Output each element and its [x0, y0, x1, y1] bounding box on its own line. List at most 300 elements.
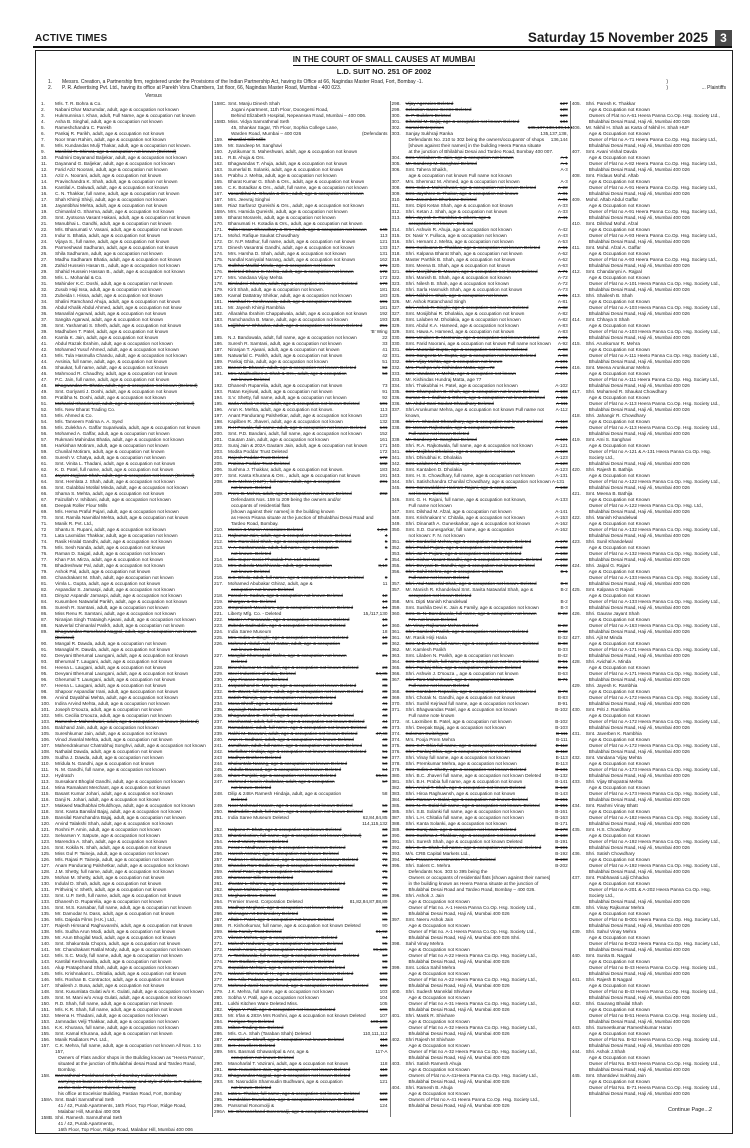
item-text: Smt. Firdaus Mohd. Aftab	[585, 173, 639, 179]
flat-number: 33	[382, 341, 388, 347]
item-text: Raman D. Saigal, adult, age & occupation not known	[55, 551, 165, 557]
item-number: 158A.	[41, 1097, 54, 1103]
item-number: 385.	[391, 803, 401, 809]
item-number: 253.	[214, 833, 224, 839]
item-number: 173.	[214, 245, 224, 251]
item-number: 198.	[214, 419, 224, 425]
item-number: 352.	[391, 545, 401, 551]
item-text: carrying on business in the firm, name and style of M/s. S.P. Builders,	[58, 1079, 202, 1085]
item-number: 276.	[214, 971, 224, 977]
item-number: 258.	[214, 863, 224, 869]
item-number: 180.	[214, 293, 224, 299]
item-text: C.K. Mehra, full name, adult, age & occupation not known All Nos. 1 to 157,	[55, 1043, 201, 1055]
item-text: Shri. Vijay Mehta, age & occupation not known	[405, 359, 503, 365]
item-number: 105.	[41, 731, 51, 737]
item-text: Miss Gul P. Taineja, adult, age & occupation not known	[55, 851, 169, 857]
item-text: Shri. Sahul Vinay Mehra	[585, 929, 637, 935]
item-number: 351.	[391, 539, 401, 545]
item-number: 124.	[41, 845, 51, 851]
item-text: J.K. Mehra, full name, age & occupation not known	[228, 989, 334, 995]
item-text: Smt. Kokila N. Shah, adult, age & occupation not known	[55, 845, 172, 851]
item-text: Owner of Flat no A-22 Heera Panna Co.Op. Hsg. Society Ltd.,	[408, 953, 538, 959]
item-text: Shri. Sardarilal Mehra, age & occupation not known. Deleted	[405, 539, 532, 545]
item-text: Age & Occupation not Known	[588, 1031, 650, 1037]
item-number: 93.	[41, 659, 48, 665]
item-text: Age & Occupation not Known	[588, 443, 650, 449]
item-text: Mrs. Zubeda Machhiwala, adult, age & occupation	[228, 563, 332, 569]
item-text: Age & Occupation not Known	[588, 761, 650, 767]
item-text: Shri. S.B. Solanki full name, age & occupation not known	[405, 809, 524, 815]
flat-number: A-33	[557, 203, 568, 209]
item-number: 139.	[41, 935, 51, 941]
item-number: 201.	[214, 437, 224, 443]
item-text: Rameshchandra C. Parekh	[55, 125, 112, 131]
item-text: India Saree Museum Deleted	[228, 815, 289, 821]
item-text: Shri. Nikhil H. Shah, age & occupation not known	[405, 293, 508, 299]
item-text: M/s. Sudha Arun Modi, adult, age & occupation not known	[55, 929, 176, 935]
item-number: 67.	[41, 497, 48, 503]
item-text: Smt. Abdul K.A. Hameed, age & occupation not known	[405, 323, 519, 329]
item-number: 168.	[214, 203, 224, 209]
item-text: Bhagwandas R. Bhatia, adult, age & occupation not known (Deleted)	[55, 383, 198, 389]
flat-number: A-121	[555, 425, 568, 431]
item-number: 376.	[391, 749, 401, 755]
item-number: 118.	[41, 809, 50, 815]
item-number: 217.	[214, 581, 224, 587]
item-text: Master A Pansawala, age & occupation not known Deleted	[228, 617, 350, 623]
item-number: 339.	[391, 437, 401, 443]
flat-number: B-22	[557, 623, 568, 629]
item-text: Mr. Kishindas Hundraj Matta, age 77	[405, 377, 482, 383]
item-text: Owner of Flat no A-71 Heera Panna Co.Op. Hsg. Society Ltd.,	[588, 137, 718, 143]
item-number: 318.	[391, 251, 401, 257]
item-text: Bhanumati H. Kotadia & Ors., adult, age & occupation not known	[228, 221, 363, 227]
item-number: 205.	[214, 461, 224, 467]
item-number: 248.	[214, 791, 224, 797]
flat-number: A-72	[557, 281, 568, 287]
item-text: Bhulabhai Desai Road, Haji Ali, Mumbai 400 026	[588, 509, 690, 515]
flat-number: A-1	[560, 161, 568, 167]
plaintiffs-block	[48, 79, 726, 92]
item-number: 349.	[391, 521, 401, 527]
flat-number: A-31	[557, 191, 568, 197]
item-text: Owner of Flat no B-51 Heera Panna Co.Op. Hsg. Society Ltd.,	[588, 1013, 718, 1019]
item-text: Dhanesh D. Ruparelia, age & occupation not known	[55, 899, 163, 905]
item-number: 263.	[214, 893, 224, 899]
item-number: 140.	[41, 941, 51, 947]
item-text: Mrs. Jeevraj Singhvi	[228, 197, 271, 203]
item-text: Alup Pratapchand Shah, adult, age & occupation not known	[55, 965, 179, 971]
item-number: 63.	[41, 473, 48, 479]
item-number: 110.	[41, 761, 50, 767]
item-text: Mahendrakumar Chatrabhuj Songhvi, adult, age & occupation not known	[55, 743, 206, 749]
item-number: 84.	[41, 599, 48, 605]
item-text: Pravinchandra K. Shah, adult, age & occupation not known	[55, 179, 178, 185]
item-text: Smt. Jayshree S. Thakor, age & occupation not known	[405, 191, 519, 197]
item-text: Shamasoor Silk Stores Deleted	[228, 875, 294, 881]
flat-number: 183	[379, 293, 388, 299]
item-text: Smt. Lilaben N. Parikh, age & occupation not known	[405, 653, 514, 659]
item-number: 246.	[214, 773, 224, 779]
flat-number: 134	[559, 119, 568, 125]
item-number: 271.	[214, 941, 224, 947]
item-text: Shri. Bhagwandas Patel, age & occupation not known	[405, 707, 518, 713]
item-text: Shyam Mahtani, age & occupation not known Deleted	[228, 887, 340, 893]
item-number: 344.	[391, 479, 401, 485]
item-text: Shri. Jayesh K. Rambhia & others, age &	[405, 215, 491, 221]
item-text: Age & Occupation not Known	[588, 497, 650, 503]
item-text: Age & Occupation not Known	[588, 665, 650, 671]
item-number: 252.	[214, 827, 224, 833]
item-number: 162.	[214, 161, 224, 167]
item-number: 329.	[391, 329, 401, 335]
item-number: 158B.	[41, 1115, 54, 1121]
flat-number: 11	[382, 581, 388, 587]
item-text: Mr. Abdul Gani Saukat Chaudhary Deleted	[405, 401, 494, 407]
plaintiff-line: 2. P. R. Advertising Pvt. Ltd., having its office at Parekh Vora Chambers, 1st floor, 66, Nagindas Master Road, Mumbai - 400 023. )	[48, 85, 668, 92]
item-number: 186.	[214, 341, 224, 347]
item-text: not known Deleted	[231, 569, 270, 575]
item-number: 307.	[391, 179, 401, 185]
item-text: Abdulla Dawood, age & occupation not known Deleted	[228, 767, 342, 773]
flat-number: 85	[382, 911, 388, 917]
flat-number: A-43	[557, 233, 568, 239]
item-text: Mohamed Yusuf Ahmed, adult, age & occupation not known	[55, 347, 179, 353]
item-text: Shri. Avichal A. Minda	[585, 659, 631, 665]
flat-number: 39	[382, 689, 388, 695]
item-number: 395.	[391, 863, 401, 869]
item-text: Shri. Rajesh B. Bathija	[585, 467, 633, 473]
flat-number: B-163	[555, 815, 568, 821]
item-text: Pratibha N. Doshi, adult, age & occupation not known	[55, 395, 167, 401]
item-text: Bhulabhai Desai Road, Haji Ali, Mumbai 400 026	[588, 263, 690, 269]
item-number: 445.	[571, 1073, 581, 1079]
item-text: S.E. Zavot, full name, adult, age & occupation not known Deleted	[228, 689, 364, 695]
item-number: 388.	[391, 821, 401, 827]
item-number: 421.	[571, 491, 581, 497]
item-text: Smt. Goriyanti J. Doshi, adult, age & occupation not known	[55, 389, 178, 395]
item-text: Prem G. Mehra, adult, age & occupation not known Deleted	[228, 491, 352, 497]
item-text: Smt. S.P. Ghia full name, age & occupation not known. Deleted	[405, 743, 537, 749]
item-number: 243	[214, 755, 222, 761]
item-text: Ashraf Patel, age & occupation not known Deleted	[228, 869, 333, 875]
flat-number: 118	[380, 1061, 388, 1067]
item-text: Marendra A. Shah, adult, age & occupation not known	[55, 839, 168, 845]
item-number: 354.	[391, 557, 401, 563]
flat-number: 'B' Wing	[370, 329, 388, 335]
item-text: Bhulabhai Desai Road, Haji Ali, Mumbai 400 026	[588, 845, 690, 851]
flat-number: 72	[382, 857, 388, 863]
item-number: 430.	[571, 707, 581, 713]
item-text: Zusub Haji Issa, adult, age & occupation not known	[55, 287, 162, 293]
flat-number: 43	[382, 713, 388, 719]
item-text: Mohamed A. Gaffar, adult, age & occupation not known	[55, 431, 170, 437]
item-number: 197.	[214, 413, 224, 419]
item-text: Smt. G. N. Baredawala, full name, age & occupation not known	[405, 611, 537, 617]
flat-number: B-171	[555, 821, 568, 827]
item-number: 231.	[214, 683, 224, 689]
item-number: 65.	[41, 485, 48, 491]
item-number	[41, 1127, 55, 1133]
item-number: 26.	[41, 251, 48, 257]
item-number: 353.	[391, 551, 401, 557]
item-text: Morchantal, adult, full name, age & occupation not known Deleted	[228, 719, 365, 725]
flat-number: B-32	[557, 635, 568, 641]
item-text: Manubhai L. Gandhi, adult, age & occupation not known	[55, 221, 172, 227]
item-text: Bhulabhai Desai Road, Haji Ali, Mumbai 400 026	[588, 971, 690, 977]
item-number: 223.	[214, 623, 224, 629]
flat-number: 92	[382, 395, 388, 401]
item-text: Shri. Vinay full name, age & occupation not known	[405, 755, 510, 761]
item-number: 342.	[391, 467, 401, 473]
item-text: Age & Occupation not Known	[588, 737, 650, 743]
item-number: 311.	[391, 203, 401, 209]
item-text: M/s. Bhanumati V. Vasani, adult, age & occupation not known	[55, 227, 183, 233]
item-number: 357.	[391, 587, 401, 593]
item-text: Smt. U.P. Seth, full name, adult, age & occupation not known	[55, 893, 182, 899]
item-text: Owners of Flat no A-41 Heera Panna Co.Op. Hsg. Society Ltd.,	[408, 1097, 540, 1103]
item-number: 229.	[214, 671, 224, 677]
item-number: 347.	[391, 509, 401, 515]
item-number: 99.	[41, 695, 48, 701]
item-text: Kalpono P. Bhatt, age & occupation not known Deleted	[228, 827, 342, 833]
item-text: M/s. Cecilia D'souza, adult, age & occupation not known	[55, 713, 172, 719]
item-number: 165.	[214, 179, 224, 185]
flat-number: A-83	[557, 329, 568, 335]
item-text: Smt. Sunita B. Nagpal	[585, 953, 632, 959]
item-number	[572, 887, 586, 899]
item-text: Mr. Nasruddin Shamsudin Budhwani, age & occupation	[228, 1079, 343, 1085]
item-text: M/s. Tula Hasmulla Chandu, adult, age & occupation not known	[55, 353, 187, 359]
item-text: Smt. Priti J. Rambhia	[585, 707, 630, 713]
item-number: 62.	[41, 467, 48, 473]
flat-number: A-123	[555, 455, 568, 461]
item-number: 232.	[214, 689, 224, 695]
item-number: 47.	[41, 377, 48, 383]
item-number: 331.	[391, 347, 401, 353]
item-text: Mohmed Jamil Noormohmed, age & occupation not known. Deleted	[228, 983, 369, 989]
item-text: Smt. Rashmi Vinay Bhatt	[585, 803, 638, 809]
item-text: Age & Occupation not Known	[588, 155, 650, 161]
versus-label: Versus	[145, 93, 162, 100]
item-number: 21.	[41, 221, 48, 227]
flat-number: 101	[379, 401, 388, 407]
flat-number: B-111	[555, 731, 568, 737]
flat-number: A-62	[557, 251, 568, 257]
flat-number: 23	[382, 665, 388, 671]
flat-number: 106	[379, 1007, 388, 1013]
suit-number: L.D. SUIT NO. 251 OF 2002	[336, 67, 432, 76]
item-number: 330.	[391, 335, 401, 341]
item-number: 375.	[391, 743, 401, 749]
item-text: Shri. Murarilal Gupta, age & occupation not known Deleted	[405, 347, 528, 353]
item-number: 190.	[214, 365, 224, 371]
flat-number: 54	[382, 767, 388, 773]
item-number: 296.	[214, 1103, 224, 1109]
item-number: 288.	[214, 1043, 224, 1049]
item-number: 11.	[41, 161, 48, 167]
flat-number: 42	[382, 707, 388, 713]
item-text: Bhulabhai Desai Road, Haji Ali, Mumbai 400 026	[588, 629, 690, 635]
item-text: Parmeshwari Sadhuran, adult, age & occupation not known	[55, 245, 179, 251]
item-text: occupation not known Deleted	[408, 593, 472, 599]
item-number: 64.	[41, 479, 48, 485]
item-text: Anant Pandurang Palshetkar, adult, age & occupation not known	[228, 413, 362, 419]
flat-number: 52	[382, 365, 388, 371]
item-text: Liberty Mfg. Co. - Deleted	[228, 611, 282, 617]
item-number: 320.	[391, 263, 401, 269]
item-number: 287.	[214, 1037, 224, 1043]
flat-number: 113	[380, 1037, 388, 1043]
item-text: Owner of Flat no A-133 Heera Panna Co.Op. Hsg. Society Ltd.,	[588, 575, 721, 581]
item-number: 136.	[41, 917, 51, 923]
item-text: Bhulabhai Desai Road, Haji Ali, Mumbai 400 026	[588, 869, 690, 875]
item-number: 31.	[41, 281, 48, 287]
item-text: Smt. Yashamati S. Sheth, adult, age & occupation not known	[55, 323, 182, 329]
item-text: M/s. Kundandas Mulji Thakar, adult, age & occupation not known.	[55, 143, 191, 149]
item-text: Bhargav & Co. Deleted	[228, 599, 276, 605]
flat-number: A-121	[555, 443, 568, 449]
item-text: Shri. Jai P. Pujara, age & occupation not known Deleted	[405, 551, 522, 557]
item-text: Sunsakant Bhoglal Gandhi, adult, age & occupation not known	[55, 779, 185, 785]
item-text: Mr. Rasik Hirji Haria	[405, 635, 447, 641]
item-text: Shri. Satish Ramesh Ahuja	[405, 1061, 462, 1067]
item-number: 426.	[571, 611, 581, 617]
flat-number: B-113	[555, 761, 568, 767]
item-number: 155.	[41, 1031, 51, 1037]
item-text: Mrs. Dipti Manish Khandelwal	[405, 599, 468, 605]
flat-number: 172	[379, 455, 388, 461]
item-number: 35.	[41, 305, 48, 311]
flat-number: 172	[379, 269, 388, 275]
item-text: Owner of Flat No. B-52 Heera Panna Co.Op. Hsg. Society Ltd.,	[588, 1037, 720, 1043]
item-number: 89.	[41, 629, 48, 635]
item-text: Mr. Sandeep M. Sanghavi Deleted	[405, 161, 477, 167]
item-text: Dinesh Vasantrai Gandhi, adult, age & occupation not known	[228, 245, 355, 251]
flat-number: 123	[379, 1097, 388, 1103]
item-text: Owner of Flat no A-121 & A-131 Heera Panna Co.Op. Hsg. Society Ltd.,	[588, 449, 711, 461]
item-text: Smt. Champaben B. Shah, age & occupation not known Deleted	[405, 389, 539, 395]
flat-number: 57	[382, 779, 388, 785]
item-number: 238.	[214, 725, 224, 731]
item-text: Mahinder K.C. Doshi, adult, age & occupation not known	[55, 281, 173, 287]
item-text: Smt. Jyotsona Vasant Hakani, adult, age & occupation not known	[55, 215, 191, 221]
item-text: Mrs. Jasumben Bhurbane Deleted	[405, 197, 477, 203]
item-text: Bhulabhai Desai Road, Haji Ali, Mumbai 400 026	[588, 749, 690, 755]
flat-number: 133	[379, 245, 388, 251]
item-text: Bhulabhai Desai Road, Haji Ali, Mumbai 400 026	[588, 923, 690, 929]
flat-number: 45	[382, 725, 388, 731]
item-number: 38.	[41, 323, 48, 329]
item-number: 178.	[214, 281, 224, 287]
item-text: Smt. Lotica Sahil Mehra	[405, 965, 456, 971]
item-text: Shri. Satish Chowdhary	[585, 851, 635, 857]
item-number: 379.	[391, 767, 401, 773]
item-text: Rakhi M. Daswani, adult, age & occupation not known Deleted	[228, 731, 358, 737]
item-text: Bhulabhai Desai Road, Haji Ali, Mumbai 400 026	[588, 605, 690, 611]
item-number: 436.	[571, 851, 581, 857]
item-text: Behind Elizabeth Hospital, Nepeansea Road, Mumbai – 400 006.	[231, 113, 367, 119]
item-text: Shri. Rajesh B Nagpal	[585, 977, 632, 983]
item-text: Shaukat, full name, adult, age & occupation not known	[55, 365, 169, 371]
item-number: 279.	[214, 989, 224, 995]
flat-number: 18	[382, 629, 388, 635]
item-text: Rukmani Mahindas Bhatia, adult, age & occupation not known	[55, 437, 184, 443]
item-text: Mangilal Khomogolal Bafno, age & occupation not known	[228, 653, 347, 659]
item-text: Perrigee Toys Deleted	[228, 1019, 275, 1025]
item-text: Shri. Tara Maheshwari, age & occupation not known	[405, 677, 514, 683]
item-text: Bhulabhai Desai Road, Haji Ali, Mumbai 400 026	[408, 1007, 510, 1013]
item-text: Danji N. Johari, adult, age & occupation not known	[55, 797, 161, 803]
item-text: B.K. Jewellers Deleted	[228, 1043, 276, 1049]
item-number: 411.	[571, 245, 581, 251]
item-text: Bhulabhai Desai Road, Haji Ali, Mumbai 400 026	[408, 1103, 510, 1109]
item-number: 45.	[41, 365, 48, 371]
item-text: Suraj Jain & 202A Gautam Jain, adult, age & occupation not known	[228, 443, 368, 449]
item-number: 97.	[41, 683, 48, 689]
item-text: Miss. Vidya Samrathmal Seth	[228, 119, 290, 125]
item-text: Owners of Flat no A-41Heera Panna Co.Op. Hsg. Society Ltd.,	[408, 1073, 539, 1079]
item-number: 368.	[391, 689, 401, 695]
item-number: 191.	[214, 371, 224, 377]
item-text: Shri. Kalpana Bharat Shah, age & occupation not known	[405, 251, 523, 257]
item-number: 123.	[41, 839, 51, 845]
flat-number: A-111	[555, 395, 568, 401]
item-text: Anam Pandurang Palshetkar, adult, age & occupation not known	[55, 863, 189, 869]
flat-number: A-172	[555, 539, 568, 545]
item-text: Shri. Mojibhai Dholakia, age & occupation not known	[405, 449, 515, 455]
item-number: 268.	[214, 923, 224, 929]
item-number: 278.	[214, 983, 224, 989]
item-text: Owner of Flat no A-182 Heera Panna Co.Op. Hsg. Society Ltd.,	[588, 815, 721, 821]
flat-number: 152	[379, 431, 388, 437]
item-number: 77.	[41, 557, 48, 563]
item-text: Jamnadas Velji Thakkar, adult, age & occupation not known	[55, 1019, 179, 1025]
item-text: Age & Occupation not Known	[588, 347, 650, 353]
flat-number: 78	[382, 881, 388, 887]
item-text: Bhulabhai Desai Road, Haji Ali, Mumbai 400 026	[588, 215, 690, 221]
item-number: 350.	[391, 527, 401, 533]
item-number: 286.	[214, 1031, 224, 1037]
item-number: 442.	[571, 1001, 581, 1007]
item-number: 374.	[391, 737, 401, 743]
item-text: Premier Invest. Corporation Deleted	[228, 899, 303, 905]
item-number: 355.	[391, 563, 401, 569]
flat-number: 141	[379, 425, 388, 431]
item-text: Vikram Mehra, age & occupation not known. Deleted	[228, 935, 338, 941]
item-text: Bhadreshwar Pal, adult, age & occupation not known	[55, 563, 165, 569]
item-text: M/s. Tanseem Fatima A. A. Syed	[55, 419, 123, 425]
flat-number: 192	[379, 311, 388, 317]
item-number: 338.	[391, 425, 401, 431]
item-text: Bhagwandas D. Shroff, age & occupation not known Deleted	[228, 713, 354, 719]
flat-number: 183	[379, 467, 388, 473]
item-number: 20.	[41, 215, 48, 221]
item-text: Mohanlal Khandelwal, adult, age & occupation not known (Deleted)	[55, 401, 195, 407]
item-text: Shri. Devyani D. Gandhi, age & occupation not known Deleted	[405, 563, 535, 569]
item-text: Shri. Ashok J. Jain	[405, 893, 445, 899]
item-text: Smt. Laluben M. Dholakia, age & occupation not known	[405, 317, 521, 323]
item-number: 210.	[214, 527, 224, 533]
item-text: Owner of Flat no A-31 Heera Panna Co.Op. Hsg. Society Ltd.,	[408, 1001, 538, 1007]
flat-number: 63	[382, 827, 388, 833]
item-number: 220.	[214, 605, 224, 611]
item-text: Age & Occupation not Known	[588, 419, 650, 425]
item-number	[572, 1091, 586, 1097]
item-number: 427.	[571, 635, 581, 641]
item-text: Bhulabhai Desai Road, Haji Ali, Mumbai 400 026	[588, 359, 690, 365]
item-number: 74.	[41, 539, 48, 545]
